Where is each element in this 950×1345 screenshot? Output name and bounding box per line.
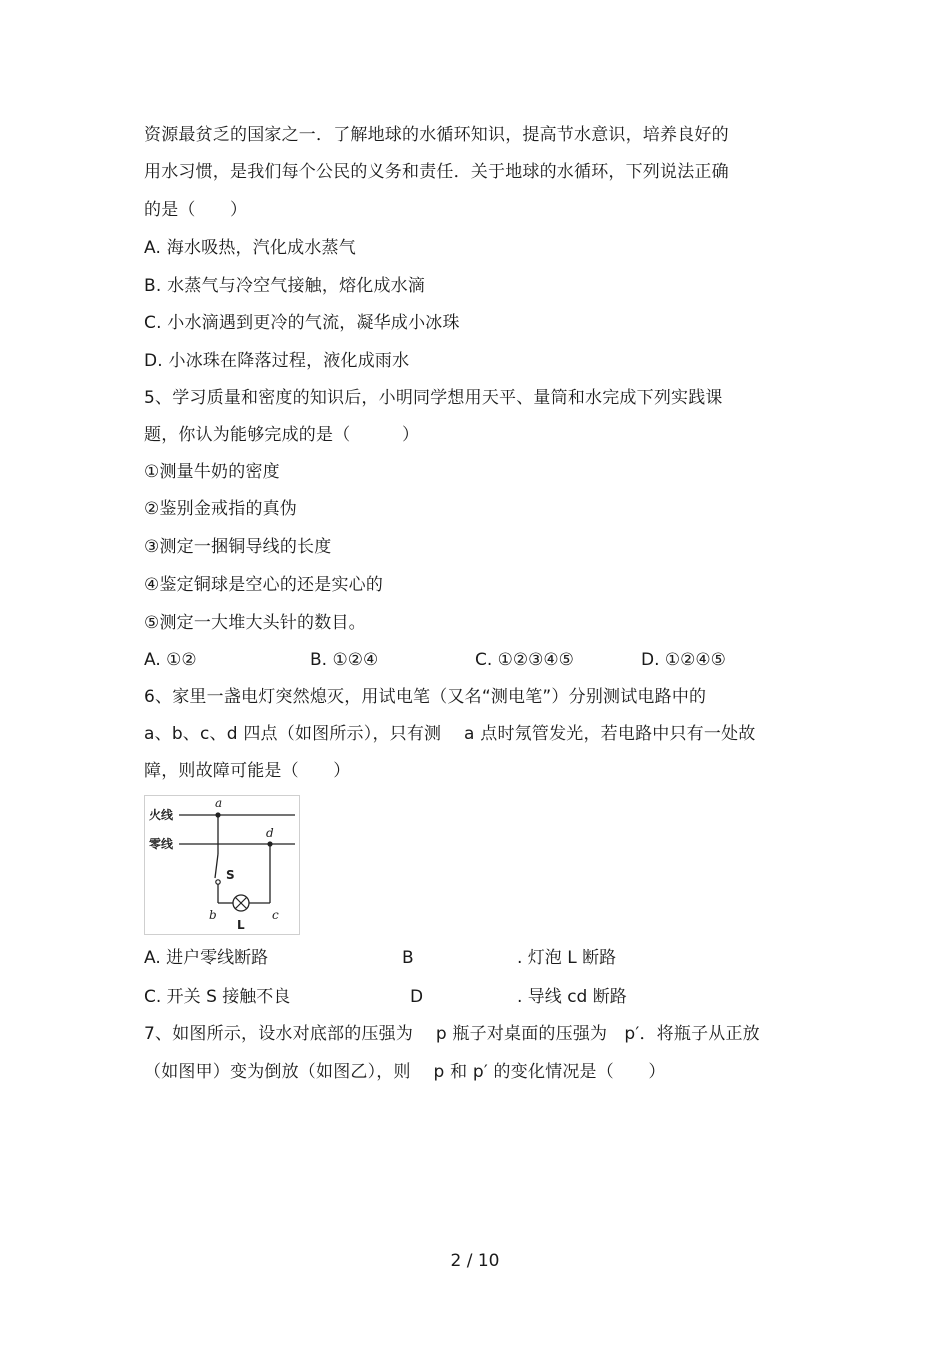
q5-item: ③测定一捆铜导线的长度 <box>144 537 332 557</box>
q4-option-a: A. 海水吸热，汽化成水蒸气 <box>144 238 356 258</box>
page-number: 2 / 10 <box>450 1251 500 1271</box>
q4-option-c: C. 小水滴遇到更冷的气流，凝华成小冰珠 <box>144 313 460 333</box>
q7-text-line: 7、如图所示，设水对底部的压强为 p 瓶子对桌面的压强为 p′．将瓶子从正放 <box>144 1024 760 1044</box>
q5-item: ①测量牛奶的密度 <box>144 462 280 482</box>
q4-text-line: 用水习惯，是我们每个公民的义务和责任．关于地球的水循环，下列说法正确 <box>144 162 729 182</box>
q5-item: ⑤测定一大堆大头针的数目。 <box>144 613 366 633</box>
point-c-label: c <box>272 908 279 922</box>
q5-option-a: A. ①② <box>144 650 197 670</box>
q4-text-line: 资源最贫乏的国家之一．了解地球的水循环知识，提高节水意识，培养良好的 <box>144 125 729 145</box>
live-wire-label: 火线 <box>149 808 174 822</box>
point-d-label: d <box>266 826 274 840</box>
q7-text-line: （如图甲）变为倒放（如图乙），则 p 和 p′ 的变化情况是（ ） <box>144 1062 666 1082</box>
q5-text-line: 5、学习质量和密度的知识后，小明同学想用天平、量筒和水完成下列实践课 <box>144 388 723 408</box>
q6-text-line: 障，则故障可能是（ ） <box>144 761 351 781</box>
q5-item: ④鉴定铜球是空心的还是实心的 <box>144 575 384 595</box>
circuit-diagram <box>144 795 300 935</box>
switch-blade <box>215 854 218 878</box>
q6-option-b-text: . 灯泡 L 断路 <box>517 948 617 968</box>
q4-text-line: 的是（ ） <box>144 200 248 220</box>
q6-option-d-letter: D <box>410 987 424 1007</box>
q5-item: ②鉴别金戒指的真伪 <box>144 499 298 519</box>
q6-option-d-text: . 导线 cd 断路 <box>517 987 627 1007</box>
point-a-dot <box>215 812 220 817</box>
q6-text-line: a、b、c、d 四点（如图所示），只有测 a 点时氖管发光，若电路中只有一处故 <box>144 724 756 744</box>
q6-option-a: A. 进户零线断路 <box>144 948 269 968</box>
switch-label: S <box>226 868 235 882</box>
switch-contact <box>216 880 220 884</box>
q4-option-b: B. 水蒸气与冷空气接触，熔化成水滴 <box>144 276 426 296</box>
q6-option-c: C. 开关 S 接触不良 <box>144 987 291 1007</box>
neutral-wire-label: 零线 <box>149 837 174 851</box>
point-d-dot <box>267 841 272 846</box>
q5-option-d: D. ①②④⑤ <box>641 650 726 670</box>
q5-option-c: C. ①②③④⑤ <box>475 650 574 670</box>
lamp-label: L <box>237 918 245 932</box>
q5-option-b: B. ①②④ <box>310 650 379 670</box>
point-b-label: b <box>209 908 217 922</box>
point-a-label: a <box>215 796 223 810</box>
q5-text-line: 题，你认为能够完成的是（ ） <box>144 425 420 445</box>
q6-text-line: 6、家里一盏电灯突然熄灭，用试电笔（又名“测电笔”）分别测试电路中的 <box>144 687 707 707</box>
q6-option-b-letter: B <box>402 948 414 968</box>
q4-option-d: D. 小冰珠在降落过程，液化成雨水 <box>144 351 410 371</box>
